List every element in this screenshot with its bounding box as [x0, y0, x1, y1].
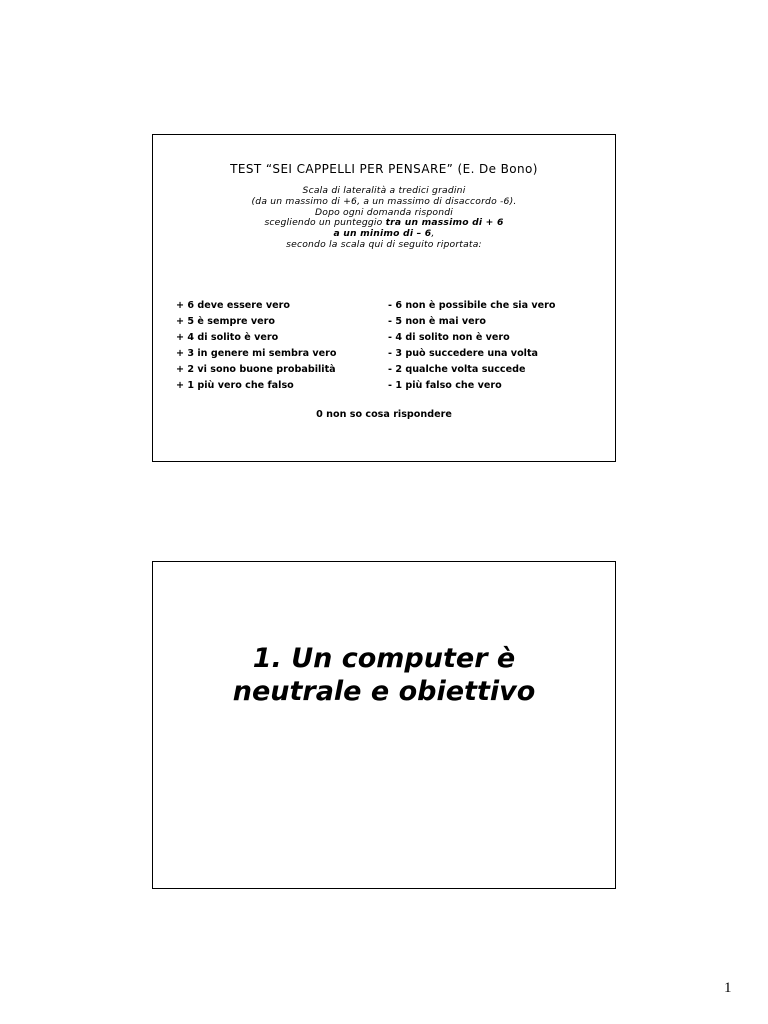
instructions-text: scegliendo un punteggio [264, 217, 386, 229]
slide-statement-1 [152, 561, 616, 889]
scale-negative: - 3 può succedere una volta [388, 348, 539, 359]
scale-positive: + 2 vi sono buone probabilità [176, 364, 336, 375]
scale-positive: + 4 di solito è vero [176, 332, 279, 343]
instructions-line: secondo la scala qui di seguito riportata: [286, 238, 482, 250]
instructions-text: , [431, 228, 435, 240]
scale-negative: - 2 qualche volta succede [388, 364, 526, 375]
scale-row [176, 316, 596, 332]
scale-positive: + 3 in genere mi sembra vero [176, 348, 337, 359]
instructions-emphasis: a un minimo di – 6 [333, 228, 432, 240]
scale-negative: - 6 non è possibile che sia vero [388, 300, 556, 311]
slide-test-scale [152, 134, 616, 462]
instructions-emphasis: tra un massimo di + 6 [385, 217, 504, 229]
scale-zero: 0 non so cosa rispondere [316, 409, 452, 420]
slide-title: TEST “SEI CAPPELLI PER PENSARE” (E. De Bono) [230, 162, 538, 176]
statement-title-line: neutrale e obiettivo [232, 676, 536, 707]
scale-negative: - 4 di solito non è vero [388, 332, 510, 343]
scale-row [176, 300, 596, 316]
instructions-line: (da un massimo di +6, a un massimo di disaccordo -6). [251, 195, 517, 207]
scale-list [176, 300, 596, 396]
slide-instructions [153, 186, 615, 251]
scale-negative: - 5 non è mai vero [388, 316, 486, 327]
statement-title [153, 642, 615, 708]
scale-row [176, 364, 596, 380]
scale-row [176, 380, 596, 396]
instructions-line: Scala di lateralità a tredici gradini [302, 185, 466, 196]
scale-row [176, 348, 596, 364]
scale-positive: + 1 più vero che falso [176, 380, 294, 391]
instructions-line: Dopo ogni domanda rispondi [314, 206, 454, 218]
scale-negative: - 1 più falso che vero [388, 380, 502, 391]
statement-title-line: 1. Un computer è [252, 643, 516, 674]
scale-row [176, 332, 596, 348]
page-number: 1 [724, 980, 732, 996]
scale-positive: + 6 deve essere vero [176, 300, 290, 311]
scale-positive: + 5 è sempre vero [176, 316, 275, 327]
